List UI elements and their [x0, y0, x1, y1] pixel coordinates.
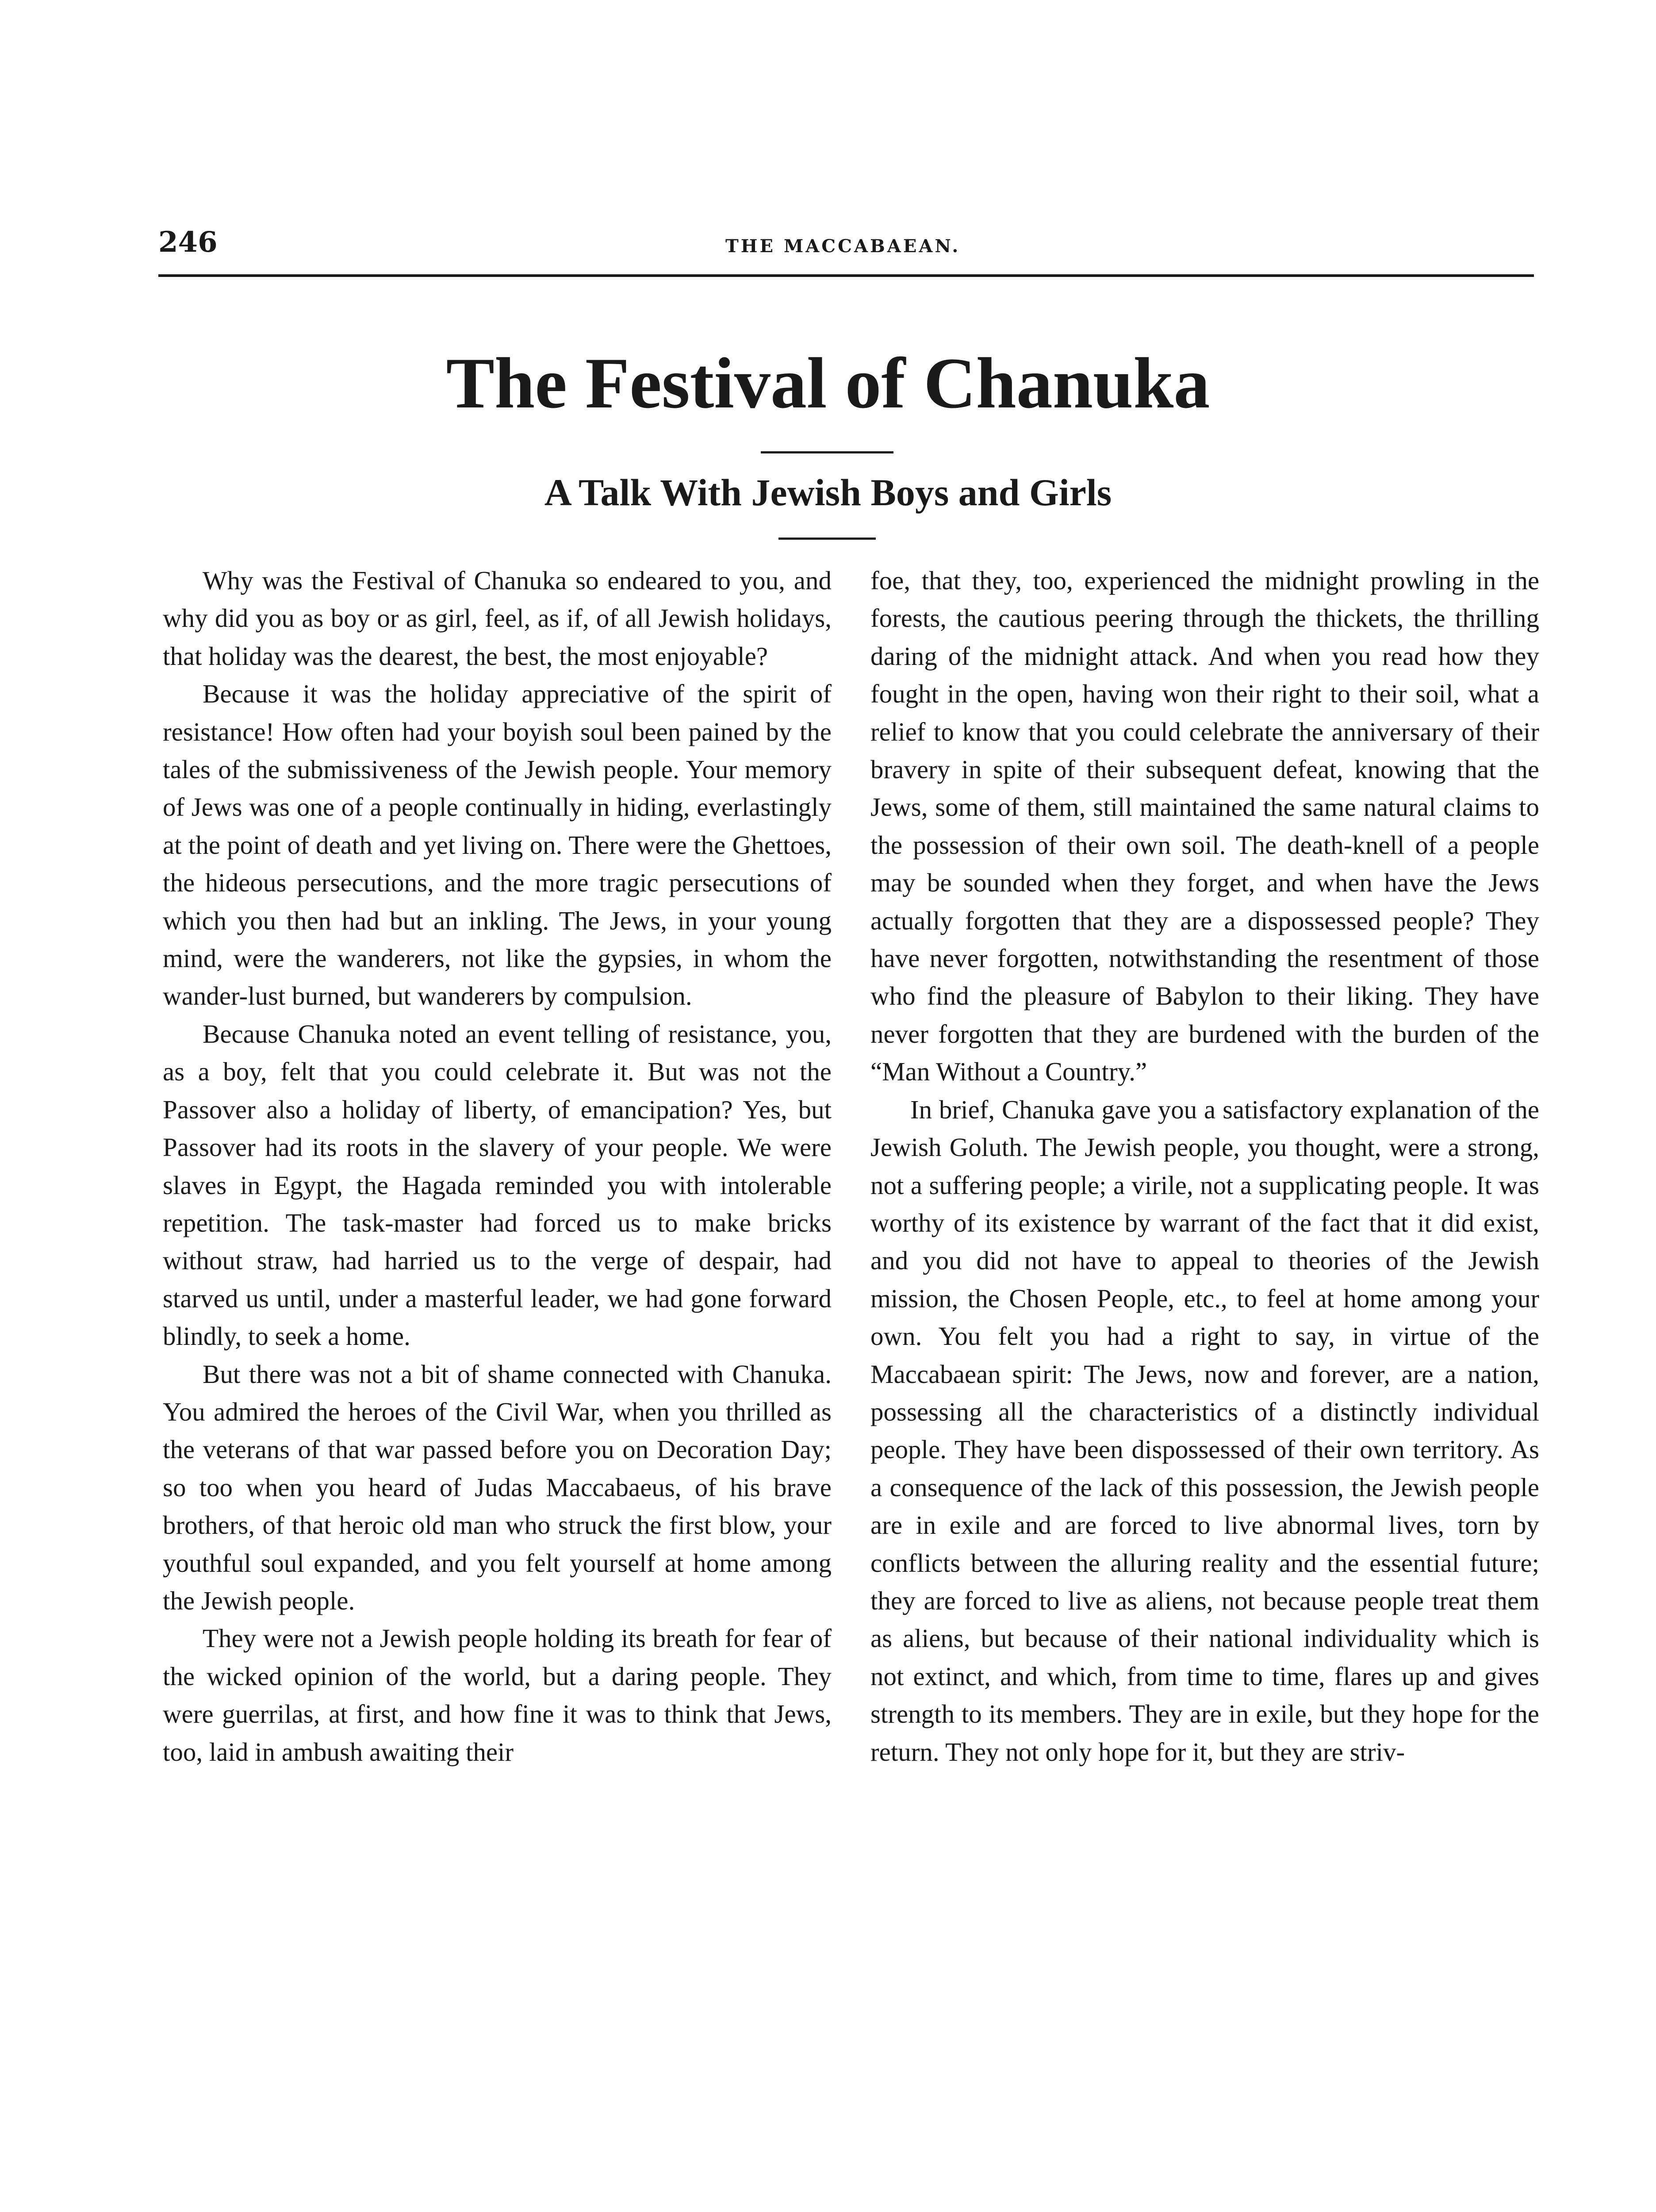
paragraph: They were not a Jewish people holding its breath for fear of the wicked opinion of the world, but a daring people. They were guerrilas, at first, and how fine it was to think that Jews, too, laid in ambush awaiting their	[163, 1624, 832, 1767]
subtitle-rule	[778, 538, 876, 540]
running-head: THE MACCABAEAN.	[725, 236, 961, 257]
paragraph: Because it was the holiday appreciative of the spirit of resistance! How often had your boyish soul been pained by the tales of the submissiveness of the Jewish people. Your memory of Jews was one of a people continually in hiding, everlastingly at the point of death and yet living on. There were the Ghettoes, the hideous persecutions, and the more tragic persecutions of which you then had but an inkling. The Jews, in your young mind, were the wanderers, not like the gypsies, in whom the wander-lust burned, but wanderers by compulsion.	[163, 679, 832, 1011]
article-title: The Festival of Chanuka	[446, 343, 1210, 423]
left-column	[163, 562, 832, 1771]
paragraph: In brief, Chanuka gave you a satisfactory explanation of the Jewish Goluth. The Jewish people, you thought, were a strong, not a suffering people; a virile, not a supplicating people. It was worthy of its existence by warrant of the fact that it did exist, and you did not have to appeal to theories of the Jewish mission, the Chosen People, etc., to feel at home among your own. You felt you had a right to say, in virtue of the Maccabaean spirit: The Jews, now and forever, are a nation, possessing all the characteristics of a distinctly individual people. They have been dispossessed of their own territory. As a consequence of the lack of this possession, the Jewish people are in exile and are forced to live abnormal lives, torn by conflicts between the alluring reality and the essential future; they are forced to live as aliens, not because people treat them as aliens, but because of their national individuality which is not extinct, and which, from time to time, flares up and gives strength to its members. They are in exile, but they hope for the return. They not only hope for it, but they are striv-	[870, 1094, 1539, 1767]
paragraph: Because Chanuka noted an event telling of resistance, you, as a boy, felt that you could celebrate it. But was not the Passover also a holiday of liberty, of emancipation? Yes, but Passover had its roots in the slavery of your people. We were slaves in Egypt, the Hagada reminded you with intolerable repetition. The task-master had forced us to make bricks without straw, had harried us to the verge of despair, had starved us until, under a masterful leader, we had gone forward blindly, to seek a home.	[163, 1019, 832, 1351]
paragraph: But there was not a bit of shame connected with Chanuka. You admired the heroes of the Civil War, when you thrilled as the veterans of that war passed before you on Decoration Day; so too when you heard of Judas Maccabaeus, of his brave brothers, of that heroic old man who struck the first blow, your youthful soul expanded, and you felt yourself at home among the Jewish people.	[163, 1359, 832, 1615]
title-rule	[761, 451, 893, 453]
article-subtitle: A Talk With Jewish Boys and Girls	[544, 471, 1112, 514]
header-rule	[158, 274, 1534, 277]
paragraph: foe, that they, too, experienced the midnight prowling in the forests, the cautious peering through the thickets, the thrilling daring of the midnight attack. And when you read how they fought in the open, having won their right to their soil, what a relief to know that you could celebrate the anniversary of their bravery in spite of their subsequent defeat, knowing that the Jews, some of them, still maintained the same natural claims to the possession of their own soil. The death-knell of a people may be sounded when they forget, and when have the Jews actually forgotten that they are a dispossessed people? They have never forgotten, notwithstanding the resentment of those who find the pleasure of Babylon to their liking. They have never forgotten that they are burdened with the burden of the “Man Without a Country.”	[870, 566, 1539, 1087]
paragraph: Why was the Festival of Chanuka so endeared to you, and why did you as boy or as girl, feel, as if, of all Jewish holidays, that holiday was the dearest, the best, the most enjoyable?	[163, 566, 832, 671]
page-number: 246	[158, 226, 218, 259]
right-column	[870, 562, 1539, 1771]
